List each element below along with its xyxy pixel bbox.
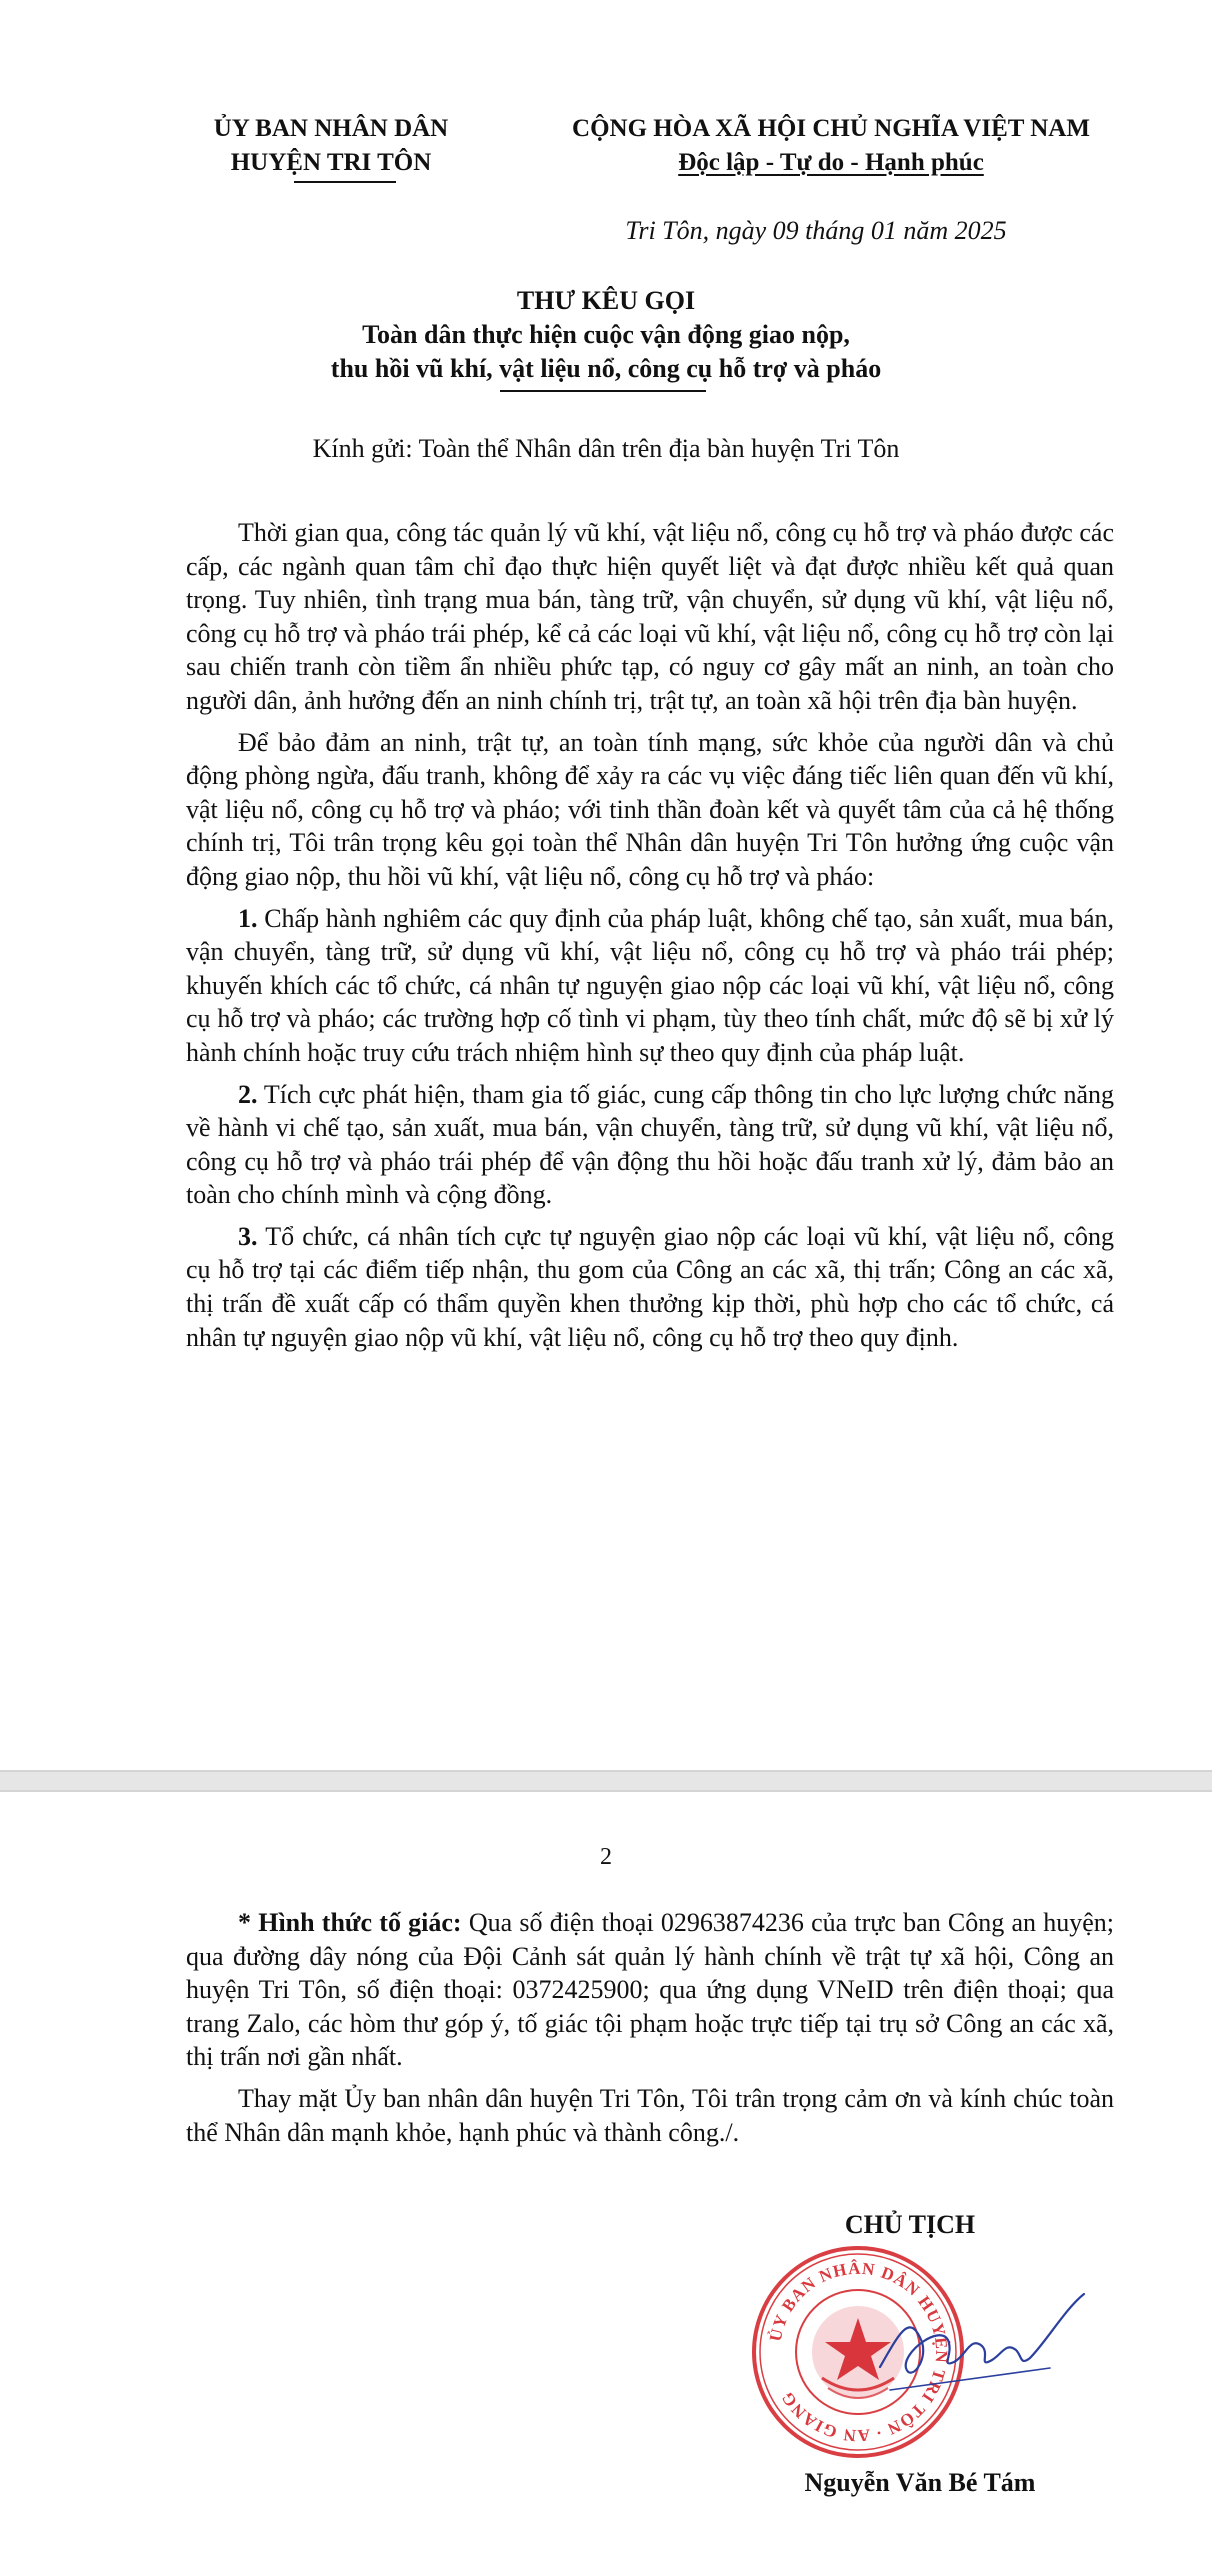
reporting-methods	[186, 1906, 1114, 2074]
reporting-text: Qua số điện thoại 02963874236 của trực ban Công an huyện; qua đường dây nóng của Đội Cảnh sát quản lý hành chính về trật tự xã hội, Công an huyện Tri Tôn, số điện thoại: 0372425900; qua ứng dụng VNeID trên điện thoại; qua trang Zalo, các hòm thư góp ý, tố giác tội phạm hoặc trực tiếp tại trụ sở Công an các xã, thị trấn nơi gần nhất.	[186, 1908, 1115, 2072]
subtitle-line-1: Toàn dân thực hiện cuộc vận động giao nộp,	[362, 320, 850, 349]
authority-line-2: HUYỆN TRI TÔN	[230, 149, 432, 176]
list-number: 1.	[238, 903, 258, 933]
signer-name: Nguyễn Văn Bé Tám	[804, 2468, 1036, 2497]
list-item-text: Chấp hành nghiêm các quy định của pháp luật, không chế tạo, sản xuất, mua bán, vận chuyển, tàng trữ, sử dụng vũ khí, vật liệu nổ, công cụ hỗ trợ và pháo trái phép; khuyến khích các tổ chức, cá nhân tự nguyện giao nộp các loại vũ khí, vật liệu nổ, công cụ hỗ trợ và pháo; các trường hợp cố tình vi phạm, tùy theo tính chất, mức độ sẽ bị xử lý hành chính hoặc truy cứu trách nhiệm hình sự theo quy định của pháp luật.	[186, 903, 1115, 1067]
national-header	[536, 112, 1126, 180]
letter-body-continued	[186, 1906, 1114, 2157]
greeting: Kính gửi: Toàn thể Nhân dân trên địa bàn huyện Tri Tôn	[312, 434, 900, 463]
closing-paragraph: Thay mặt Ủy ban nhân dân huyện Tri Tôn, Tôi trân trọng cảm ơn và kính chúc toàn thể Nhân dân mạnh khỏe, hạnh phúc và thành công./.	[186, 2083, 1114, 2147]
document-title: THƯ KÊU GỌI	[516, 286, 696, 315]
document-page-2	[0, 1792, 1212, 2560]
list-number: 2.	[238, 1079, 258, 1109]
page-number: 2	[600, 1844, 612, 1870]
list-item-2	[186, 1078, 1114, 1212]
list-item-text: Tổ chức, cá nhân tích cực tự nguyện giao nộp các loại vũ khí, vật liệu nổ, công cụ hỗ trợ tại các điểm tiếp nhận, thu gom của Công an các xã, thị trấn; Công an các xã, thị trấn đề xuất cấp có thẩm quyền khen thưởng kịp thời, phù hợp cho các tổ chức, cá nhân tự nguyện giao nộp vũ khí, vật liệu nổ, công cụ hỗ trợ theo quy định.	[186, 1221, 1115, 1352]
list-item-3	[186, 1220, 1114, 1354]
authority-line-1: ỦY BAN NHÂN DÂN	[213, 115, 449, 142]
paragraph-intro: Thời gian qua, công tác quản lý vũ khí, vật liệu nổ, công cụ hỗ trợ và pháo được các cấp, các ngành quan tâm chỉ đạo thực hiện quyết liệt và đạt được nhiều kết quả quan trọng. Tuy nhiên, tình trạng mua bán, tàng trữ, vận chuyển, sử dụng vũ khí, vật liệu nổ, công cụ hỗ trợ và pháo trái phép, kể cả các loại vũ khí, vật liệu nổ, công cụ hỗ trợ còn lại sau chiến tranh còn tiềm ẩn nhiều phức tạp, có nguy cơ gây mất an ninh, an toàn cho người dân, ảnh hưởng đến an ninh chính trị, trật tự, an toàn xã hội trên địa bàn huyện.	[186, 518, 1114, 715]
letter-body	[186, 516, 1114, 1362]
national-motto: Độc lập - Tự do - Hạnh phúc	[678, 149, 984, 176]
list-item-1	[186, 902, 1114, 1070]
page-break	[0, 1770, 1212, 1792]
list-item-text: Tích cực phát hiện, tham gia tố giác, cung cấp thông tin cho lực lượng chức năng về hành vi chế tạo, sản xuất, mua bán, vận chuyển, tàng trữ, sử dụng vũ khí, vật liệu nổ, công cụ hỗ trợ và pháo trái phép để vận động thu hồi hoặc đấu tranh xử lý, đảm bảo an toàn cho chính mình và cộng đồng.	[186, 1079, 1114, 1210]
reporting-label: * Hình thức tố giác:	[238, 1908, 462, 1937]
issuing-authority	[196, 112, 466, 180]
seal-text: ỦY BAN NHÂN DÂN HUYỆN TRI TÔN · AN GIANG	[765, 2258, 952, 2446]
subtitle-line-2: thu hồi vũ khí, vật liệu nổ, công cụ hỗ trợ và pháo	[330, 354, 882, 383]
authority-divider	[294, 181, 396, 183]
document-subtitle	[0, 318, 1212, 386]
dateline: Tri Tôn, ngày 09 tháng 01 năm 2025	[625, 216, 1007, 245]
signature	[870, 2272, 1090, 2412]
title-divider	[500, 390, 706, 392]
national-title: CỘNG HÒA XÃ HỘI CHỦ NGHĨA VIỆT NAM	[572, 115, 1090, 142]
list-number: 3.	[238, 1221, 258, 1251]
paragraph-appeal: Để bảo đảm an ninh, trật tự, an toàn tính mạng, sức khỏe của người dân và chủ động phòng ngừa, đấu tranh, không để xảy ra các vụ việc đáng tiếc liên quan đến vũ khí, vật liệu nổ, công cụ hỗ trợ và pháo; với tinh thần đoàn kết và quyết tâm của cả hệ thống chính trị, Tôi trân trọng kêu gọi toàn thể Nhân dân huyện Tri Tôn hưởng ứng cuộc vận động giao nộp, thu hồi vũ khí, vật liệu nổ, công cụ hỗ trợ và pháo:	[186, 727, 1114, 891]
signer-title: CHỦ TỊCH	[844, 2210, 976, 2239]
